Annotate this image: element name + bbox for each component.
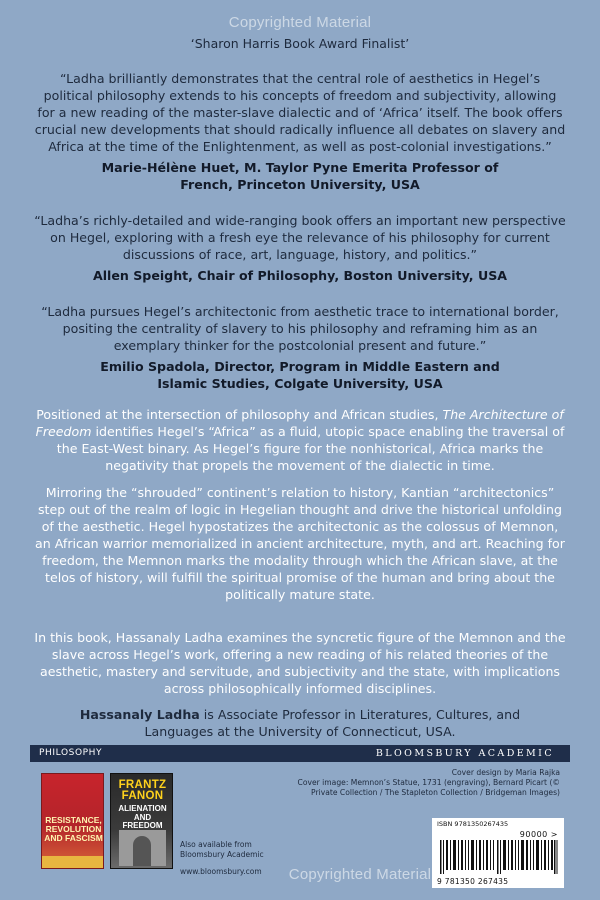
review-3-text: “Ladha pursues Hegel’s architectonic from aesthetic trace to international border, positing the centrality of slavery to his philosophy and reframing him as an exemplary thinker for the postcolonial present and future.” — [41, 304, 559, 353]
description-3-text: In this book, Hassanaly Ladha examines the syncretic figure of the Memnon and the slave across Hegel’s work, offering a new reading of his related theories of the aesthetic, mastery and servitude, and subjectivity and the state, with implications across philosophically informed disciplines. — [34, 630, 566, 696]
subject-category: PHILOSOPHY — [39, 748, 103, 758]
related-book-1-cover — [41, 773, 104, 869]
review-1-text: “Ladha brilliantly demonstrates that the central role of aesthetics in Hegel’s political philosophy extends to his concepts of freedom and subjectivity, allowing for a new reading of the master-slave dialectic and of ‘Africa’ itself. The book offers crucial new developments that should radically influence all debates on slavery and Africa at the time of the Enlightenment, as well as post-colonial investigations.” — [34, 71, 566, 154]
book-2-figure — [133, 836, 151, 866]
review-3 — [34, 303, 566, 392]
description-paragraph-2 — [34, 484, 566, 603]
description-1-start: Positioned at the intersection of philosophy and African studies, — [36, 407, 443, 422]
review-2 — [34, 212, 566, 284]
isbn-digits: 9 781350 267435 — [437, 877, 509, 886]
book-2-title: FRANTZ FANON — [118, 779, 167, 802]
credit-design: Cover design by Maria Rajka — [451, 768, 560, 777]
publisher-name: BLOOMSBURY ACADEMIC — [375, 748, 554, 759]
book-2-photo — [119, 830, 166, 866]
book-2-subtitle: ALIENATION AND FREEDOM — [118, 804, 167, 830]
watermark-bottom: Copyrighted Material — [288, 866, 432, 883]
description-1-end: identifies Hegel’s “Africa” as a fluid, utopic space enabling the traversal of the East-West binary. As Hegel’s figure for the nonhistorical, Africa marks the negativity that propels the movement of the dialectic in time. — [56, 424, 565, 473]
book-title-italic: The Architecture of Freedom — [35, 407, 564, 439]
credit-image-source: Private Collection / The Stapleton Collection / Bridgeman Images) — [311, 788, 560, 797]
publisher-website: www.bloomsbury.com — [180, 867, 262, 876]
review-1 — [34, 70, 566, 193]
author-name: Hassanaly Ladha — [79, 707, 200, 722]
also-available-line-1: Also available from — [180, 840, 252, 849]
review-1-attribution: Marie-Hélène Huet, M. Taylor Pyne Emerita Professor of French, Princeton University, USA — [101, 160, 499, 192]
book-1-title: RESISTANCE, REVOLUTION AND FASCISM — [44, 815, 103, 843]
related-book-2-cover — [110, 773, 173, 869]
cover-credits — [270, 768, 560, 798]
author-bio-text: is Associate Professor in Literatures, Cultures, and Languages at the University of Connecticut, USA. — [144, 707, 521, 739]
isbn-label: ISBN 9781350267435 — [437, 820, 509, 828]
also-available-line-2: Bloomsbury Academic — [180, 850, 264, 859]
description-paragraph-3 — [34, 629, 566, 697]
description-2-text: Mirroring the “shrouded” continent’s relation to history, Kantian “architectonics” step out of the realm of logic in Hegelian thought and drive the historical unfolding of the aesthetic. Hegel hypostatizes the architectonic as the colossus of Memnon, an African warrior memorialized in ancient architecture, myth, and art. Reaching for freedom, the Memnon marks the modality through which the African slave, at the telos of history, will fulfill the spiritual promise of the human and bring about the politically mature state. — [35, 485, 565, 602]
publisher-band — [30, 745, 570, 762]
watermark-top: Copyrighted Material — [228, 14, 372, 31]
also-available — [180, 840, 264, 860]
review-2-text: “Ladha’s richly-detailed and wide-ranging book offers an important new perspective on Hegel, exploring with a fresh eye the relevance of his philosophy for current discussions of race, art, language, history, and politics.” — [34, 213, 566, 262]
price-code: 90000 > — [519, 830, 558, 839]
review-2-attribution: Allen Speight, Chair of Philosophy, Boston University, USA — [92, 268, 508, 283]
description-paragraph-1 — [34, 406, 566, 474]
author-bio — [34, 706, 566, 740]
award-line: ‘Sharon Harris Book Award Finalist’ — [190, 36, 410, 51]
review-3-attribution: Emilio Spadola, Director, Program in Middle Eastern and Islamic Studies, Colgate University, USA — [100, 359, 500, 391]
credit-image: Cover image: Memnon’s Statue, 1731 (engraving), Bernard Picart (© — [297, 778, 560, 787]
